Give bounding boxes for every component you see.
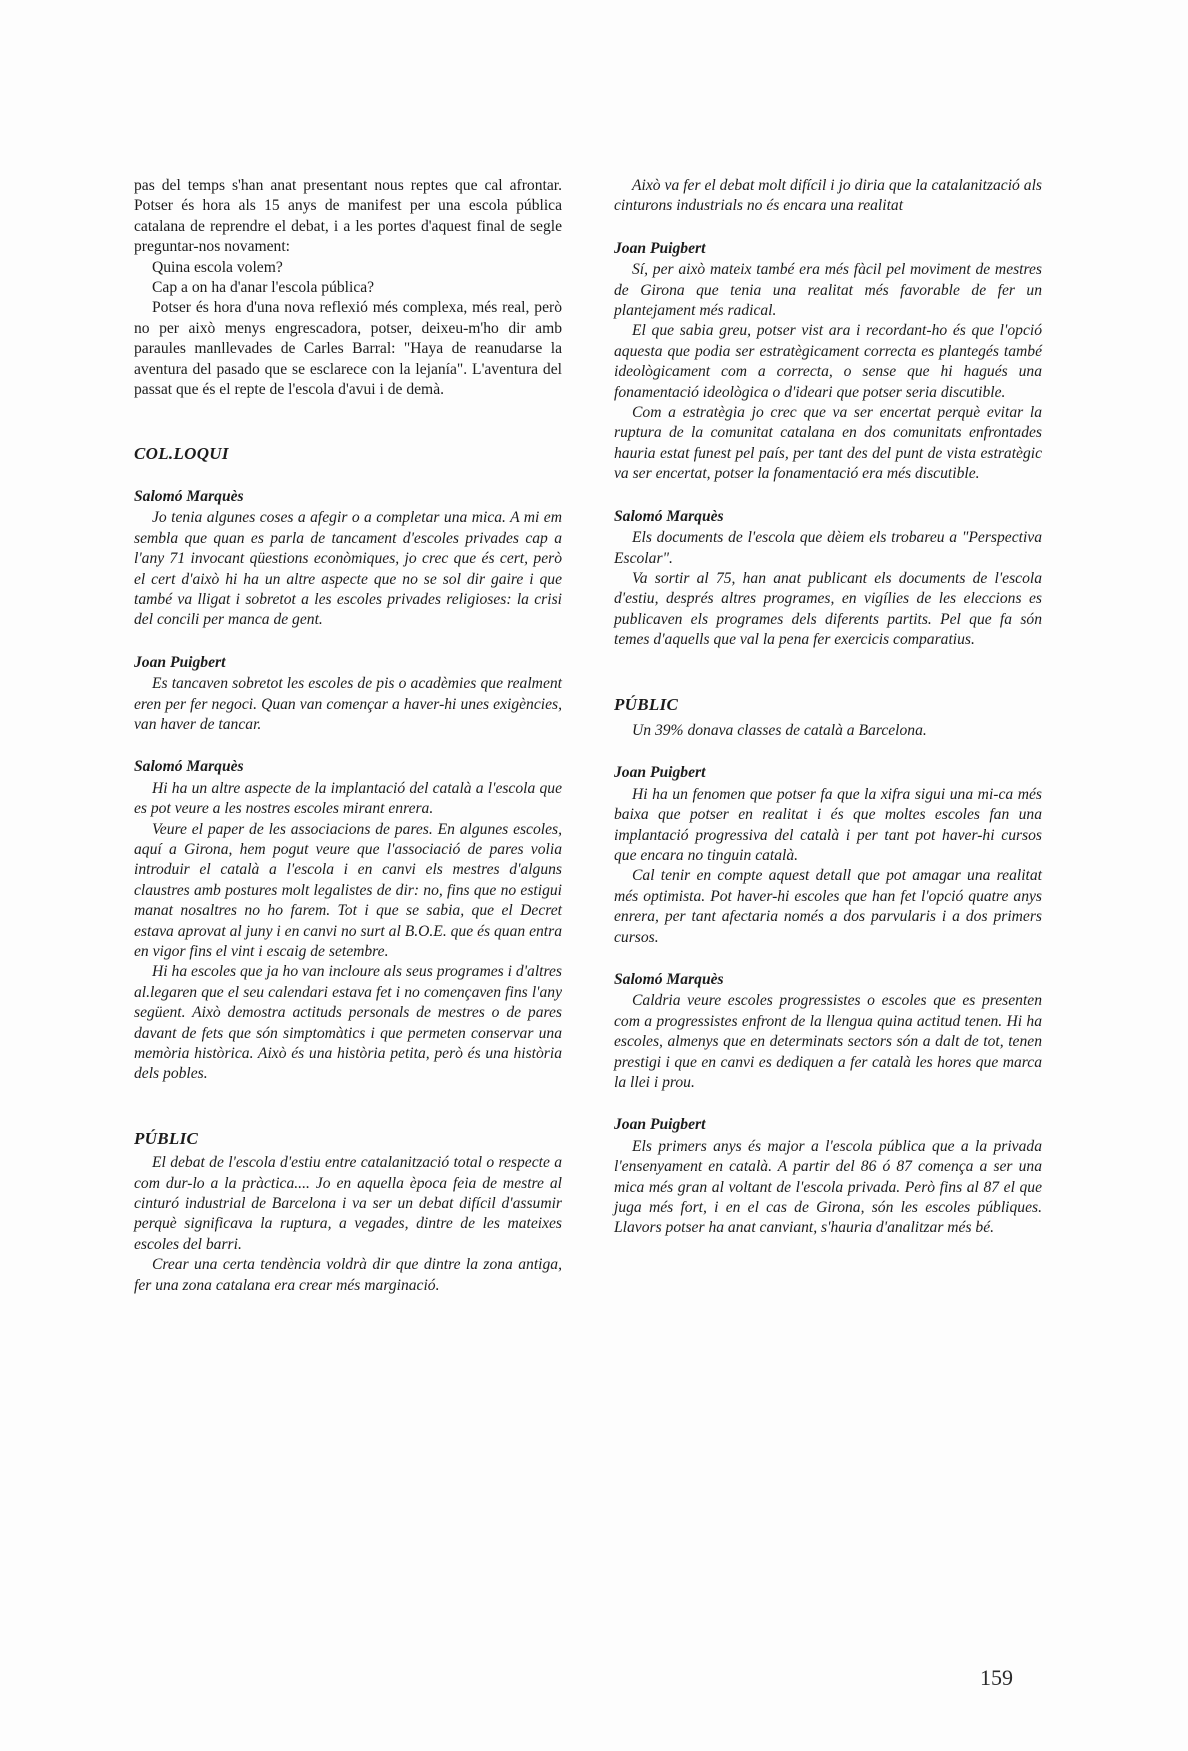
paragraph: Això va fer el debat molt difícil i jo diria que la catalanització als cinturons industrials no és encara una realitat — [614, 177, 1042, 215]
colloqui-heading: COL.LOQUI — [134, 444, 229, 464]
speaker-name: Joan Puigbert — [134, 653, 226, 671]
right-column — [614, 176, 1042, 1261]
intro-text — [134, 176, 562, 400]
paragraph: Hi ha escoles que ja ho van incloure als seus programes i d'altres al.legaren que el seu calendari estava fet i no començaven fins l'any següent. Això demostra actituds personals de mestres o de pares davant de fets que són simptomàtics i que permeten conservar una memòria històrica. Això és una història petita, però és una història dels pobles. — [134, 963, 562, 1083]
speech-block — [614, 507, 1042, 651]
paragraph: Un 39% donava classes de català a Barcelona. — [632, 721, 927, 739]
page-number: 159 — [980, 1665, 1013, 1690]
paragraph: Potser és hora d'una nova reflexió més complexa, més real, però no per això menys engrescadora, potser, deixeu-m'ho dir amb paraules manllevades de Carles Barral: "Haya de reanudarse la aventura del pasado que se esclarece con la lejanía". L'aventura del passat que és el repte de l'escola d'avui i de demà. — [134, 299, 562, 399]
paragraph: Caldria veure escoles progressistes o escoles que es presenten com a progressistes enfront de la llengua quina actitud tenen. Hi ha escoles, almenys que en determinats sectors són a dalt de tot, tenen prestigi i que en canvi es dediquen a fer català les hores que marca la llei i prou. — [614, 992, 1042, 1092]
paragraph: Quina escola volem? — [152, 258, 283, 276]
speaker-name: Joan Puigbert — [614, 239, 706, 257]
speech-block — [134, 757, 562, 1085]
paragraph: Hi ha un fenomen que potser fa que la xifra sigui una mi-ca més baixa que potser en realitat i és que moltes escoles fan una implantació progressiva del català i per tant pot haver-hi cursos que encara no tinguin català. — [614, 785, 1042, 864]
paragraph: Va sortir al 75, han anat publicant els documents de l'escola d'estiu, després altres programes, en vigílies de les eleccions es publicaven els programes dels diferents partits. Pel que fa són temes d'aquells que val la pena fer exercicis comparatius. — [614, 569, 1042, 649]
paragraph: Hi ha un altre aspecte de la implantació del català a l'escola que es pot veure a les nostres escoles mirant enrera. — [134, 779, 562, 818]
speech-block — [614, 970, 1042, 1093]
paragraph: Sí, per això mateix també era més fàcil pel moviment de mestres de Girona que tenia una realitat més favorable de fer un plantejament més radical. — [614, 261, 1042, 320]
paragraph: El que sabia greu, potser vist ara i recordant-ho és que l'opció aquesta que podia ser estratègicament correcta es plantegés també ideològicament com a correcta, o sense que hi hagués una fonamentació ideològica o d'ideari que potser seria discutible. — [614, 322, 1042, 401]
paragraph: El debat de l'escola d'estiu entre catalanització total o respecte a com dur-lo a la pràctica.... Jo en aquella època feia de mestre al cinturó industrial de Barcelona i va ser un debat difícil d'assumir perquè significava la ruptura, a vegades, dintre de les mateixes escoles del barri. — [134, 1154, 562, 1253]
left-column — [134, 176, 562, 1318]
public-heading: PÚBLIC — [614, 694, 679, 714]
speaker-name: Salomó Marquès — [134, 758, 244, 776]
paragraph: pas del temps s'han anat presentant nous reptes que cal afrontar. Potser és hora als 15 anys de manifest per una escola pública catalana de reprendre el debat, i a les portes d'aquest final de segle preguntar-nos novament: — [134, 177, 562, 256]
speaker-name: Joan Puigbert — [614, 1116, 706, 1134]
paragraph: Veure el paper de les associacions de pares. En algunes escoles, aquí a Girona, hem pogut veure que l'associació de pares volia introduir el català a l'escola i en canvi els mestres d'alguns claustres amb postures molt legalistes de dir: no, fins que no estigui manat nosaltres no ho farem. Tot i que se sabia, que el Decret estava aprovat al juny i en canvi no surt al B.O.E. que és quan entra en vigor fins el vint i escaig de setembre. — [134, 820, 562, 960]
paragraph: Com a estratègia jo crec que va ser encertat perquè evitar la ruptura de la comunitat catalana en dos comunitats enfrontades hauria estat funest pel país, per tant des del punt de vista estratègic va ser encertat, potser la fonamentació era més discutible. — [614, 404, 1042, 483]
speaker-name: Salomó Marquès — [134, 487, 244, 505]
speaker-name: Salomó Marquès — [614, 507, 724, 525]
speech-block — [614, 1115, 1042, 1238]
speech-block — [134, 653, 562, 736]
speaker-name: Joan Puigbert — [614, 764, 706, 782]
paragraph: Els documents de l'escola que dèiem els trobareu a "Perspectiva Escolar". — [614, 529, 1042, 567]
speech-block — [614, 176, 1042, 217]
paragraph: Crear una certa tendència voldrà dir que dintre la zona antiga, fer una zona catalana era crear més marginació. — [134, 1256, 562, 1294]
speech-block — [134, 1153, 562, 1296]
paragraph: Cap a on ha d'anar l'escola pública? — [152, 279, 375, 297]
speech-block — [614, 721, 1042, 741]
speech-block — [134, 487, 562, 631]
paragraph: Els primers anys és major a l'escola pública que a la privada l'ensenyament en català. A partir del 86 ó 87 comença a ser una mica més gran al voltant de l'escola privada. Però fins al 87 el que juga més fort, i en el cas de Girona, són les escoles públiques. Llavors potser ha anat canviant, s'hauria d'analitzar més bé. — [614, 1137, 1042, 1237]
paragraph: Jo tenia algunes coses a afegir o a completar una mica. A mi em sembla que quan es parla de tancament d'escoles privades cap a l'any 71 invocant qüestions econòmiques, jo crec que és cert, però el cert d'això hi ha un altre aspecte que no se sol dir gaire i que també va lligat i sobretot a les escoles privades religioses: la crisi del concili per manca de gent. — [134, 509, 562, 629]
speech-block — [614, 763, 1042, 948]
speech-block — [614, 239, 1042, 485]
public-heading: PÚBLIC — [134, 1128, 199, 1148]
speaker-name: Salomó Marquès — [614, 971, 724, 988]
paragraph: Cal tenir en compte aquest detall que pot amagar una realitat més optimista. Pot haver-hi escoles que han fet l'opció quatre anys enrera, per tant afectaria només a dos parvularis i a dos primers cursos. — [614, 867, 1042, 946]
paragraph: Es tancaven sobretot les escoles de pis o acadèmies que realment eren per fer negoci. Quan van començar a haver-hi unes exigències, van haver de tancar. — [134, 675, 562, 733]
